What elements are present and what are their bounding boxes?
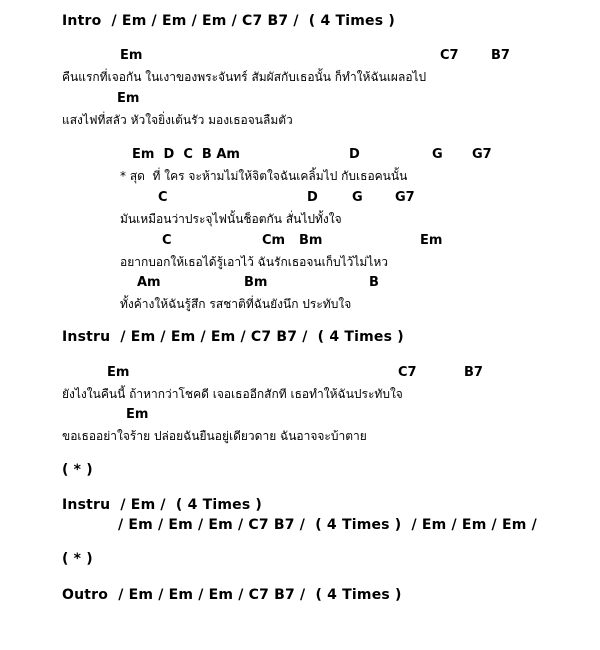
chord: Em D C B Am bbox=[132, 147, 240, 162]
lyric-line: แสงไฟที่สลัว หัวใจยิ่งเต้นรัว มองเธอจนลืมตัว bbox=[62, 113, 293, 127]
outro-line: Outro / Em / Em / Em / C7 B7 / ( 4 Times ) bbox=[62, 587, 402, 603]
chord: B7 bbox=[464, 365, 483, 380]
chord: D bbox=[349, 147, 360, 162]
chord: Em bbox=[117, 91, 140, 106]
lyric-line: ยังไงในคืนนี้ ถ้าหากว่าโชคดี เจอเธออีกสักที เธอทำให้ฉันประทับใจ bbox=[62, 387, 403, 401]
chord: D bbox=[307, 190, 318, 205]
lyric-line: คืนแรกที่เจอกัน ในเงาของพระจันทร์ สัมผัสกับเธอนั้น ก็ทำให้ฉันเผลอไป bbox=[62, 70, 427, 84]
lyric-line: ทั้งค้างให้ฉันรู้สึก รสชาติที่ฉันยังนึก ประทับใจ bbox=[120, 297, 352, 311]
lyric-line: มันเหมือนว่าประจุไฟนั้นช็อตกัน สั่นไปทั้งใจ bbox=[120, 212, 342, 226]
chord: C7 bbox=[398, 365, 417, 380]
lyric-line: อยากบอกให้เธอได้รู้เอาไว้ ฉันรักเธอจนเก็บไว้ไม่ไหว bbox=[120, 255, 388, 269]
instru-line: Instru / Em / ( 4 Times ) bbox=[62, 497, 263, 513]
chord: Bm bbox=[299, 233, 323, 248]
chord: C bbox=[162, 233, 172, 248]
chord: B bbox=[369, 275, 379, 290]
chord: Em bbox=[107, 365, 130, 380]
chord: B7 bbox=[491, 48, 510, 63]
intro-line: Intro / Em / Em / Em / C7 B7 / ( 4 Times ) bbox=[62, 13, 395, 29]
chord: G7 bbox=[395, 190, 415, 205]
chord: Em bbox=[420, 233, 443, 248]
chord: C bbox=[158, 190, 168, 205]
chord: Am bbox=[137, 275, 161, 290]
chord: G7 bbox=[472, 147, 492, 162]
instru-line-continued: / Em / Em / Em / C7 B7 / ( 4 Times ) / Em / Em / Em / bbox=[118, 517, 537, 533]
chord: Em bbox=[120, 48, 143, 63]
chorus-repeat: ( * ) bbox=[62, 551, 93, 567]
lyric-line: ขอเธออย่าใจร้าย ปล่อยฉันยืนอยู่เดียวดาย ฉันอาจจะบ้าตาย bbox=[62, 429, 367, 443]
chord: Em bbox=[126, 407, 149, 422]
chord: G bbox=[352, 190, 363, 205]
instru-line: Instru / Em / Em / Em / C7 B7 / ( 4 Times ) bbox=[62, 329, 404, 345]
chord: Cm bbox=[262, 233, 286, 248]
chord: G bbox=[432, 147, 443, 162]
chord: Bm bbox=[244, 275, 268, 290]
lyric-line: * สุด ที่ ใคร จะห้ามไม่ให้จิตใจฉันเคลิ้มไป กับเธอคนนั้น bbox=[120, 169, 408, 183]
chord: C7 bbox=[440, 48, 459, 63]
chorus-repeat: ( * ) bbox=[62, 462, 93, 478]
